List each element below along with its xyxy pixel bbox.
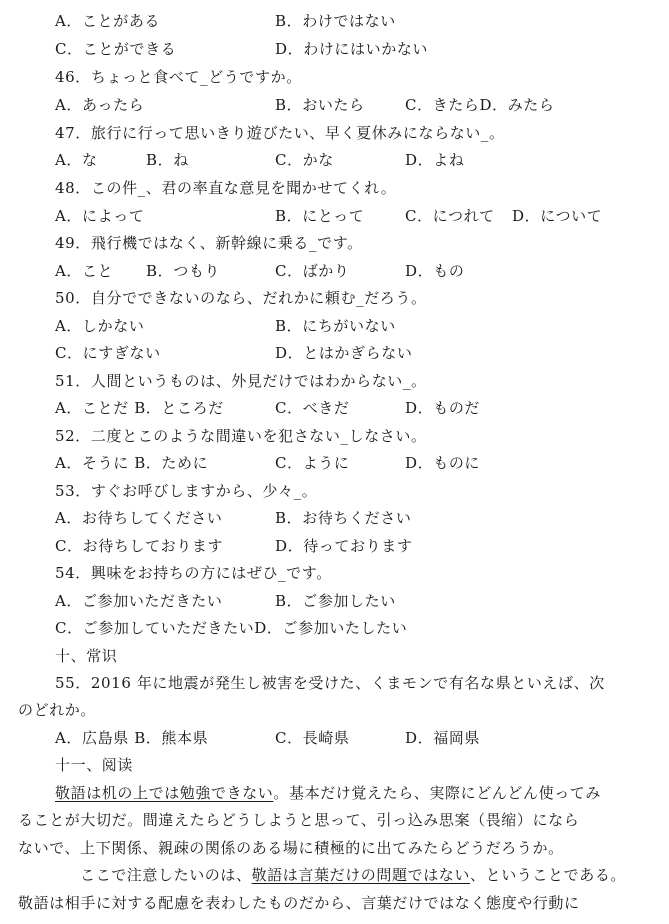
- q45-option-a: A．ことがある: [55, 12, 161, 30]
- reading-line-1: [55, 786, 601, 801]
- q54-option-b: B．ご参加したい: [275, 592, 396, 610]
- q51-option-d: D．ものだ: [405, 399, 481, 417]
- q45-option-b: B．わけではない: [275, 12, 396, 30]
- q53-option-d: D．待っております: [275, 537, 413, 555]
- q50-stem: 50．自分でできないのなら、だれかに頼む_だろう。: [55, 289, 427, 307]
- reading-line-4-a: ここで注意したいのは、: [80, 866, 252, 884]
- reading-line-2: ることが大切だ。間違えたらどうしようと思って、引っ込み思案（畏缩）になら: [18, 811, 580, 829]
- q54-option-a: A．ご参加いただきたい: [55, 592, 223, 610]
- q48-option-c: C．につれて: [405, 207, 495, 225]
- q53-option-b: B．お待ちください: [275, 509, 412, 527]
- q53-option-a: A．お待ちしてください: [55, 509, 223, 527]
- q54-option-cd: C．ご参加していただきたいD．ご参加いたしたい: [55, 619, 408, 637]
- q47-option-b: B．ね: [146, 151, 189, 169]
- q54-stem: 54．興味をお持ちの方にはぜひ_です。: [55, 564, 332, 582]
- q49-option-b: B．つもり: [146, 262, 221, 280]
- q46-option-a: A．あったら: [55, 96, 145, 114]
- q47-stem: 47．旅行に行って思いきり遊びたい、早く夏休みにならない_。: [55, 124, 505, 142]
- q51-option-ab: A．ことだ B．ところだ: [55, 399, 224, 417]
- q52-stem: 52．二度とこのような間違いを犯さない_しなさい。: [55, 427, 427, 445]
- section-heading-reading: 十一、阅读: [55, 756, 134, 774]
- q49-option-a: A．こと: [55, 262, 114, 280]
- q50-option-b: B．にちがいない: [275, 317, 396, 335]
- q49-option-c: C．ばかり: [275, 262, 350, 280]
- q51-option-c: C．べきだ: [275, 399, 350, 417]
- reading-line-3: ないで、上下関係、親疎の関係のある場に積極的に出てみたらどうだろうか。: [18, 839, 564, 857]
- q48-option-a: A．によって: [55, 207, 145, 225]
- q45-option-d: D．わけにはいかない: [275, 40, 429, 58]
- q55-stem-line1: 55．2016 年に地震が発生し被害を受けた、くまモンで有名な県といえば、次: [55, 674, 605, 692]
- q55-stem-line2: のどれか。: [18, 701, 97, 719]
- q52-option-ab: A．そうに B．ために: [55, 454, 209, 472]
- q49-stem: 49．飛行機ではなく、新幹線に乗る_です。: [55, 234, 363, 252]
- q49-option-d: D．もの: [405, 262, 465, 280]
- reading-underlined-phrase-2: 敬語は言葉だけの問題ではない: [251, 866, 471, 884]
- q53-stem: 53．すぐお呼びしますから、少々_。: [55, 482, 318, 500]
- reading-line-5: 敬語は相手に対する配慮を表わしたものだから、言葉だけではなく態度や行動に: [18, 894, 580, 912]
- q53-option-c: C．お待ちしております: [55, 537, 224, 555]
- q51-stem: 51．人間というものは、外見だけではわからない_。: [55, 372, 427, 390]
- q47-option-c: C．かな: [275, 151, 334, 169]
- q55-option-ab: A．広島県 B．熊本県: [55, 729, 209, 747]
- q45-option-c: C．ことができる: [55, 40, 177, 58]
- reading-line-1-rest: 。基本だけ覚えたら、実際にどんどん使ってみ: [273, 784, 602, 802]
- section-heading-common-sense: 十、常识: [55, 647, 118, 665]
- q52-option-c: C．ように: [275, 454, 350, 472]
- q46-option-b: B．おいたら: [275, 96, 365, 114]
- q52-option-d: D．ものに: [405, 454, 481, 472]
- q50-option-a: A．しかない: [55, 317, 145, 335]
- reading-line-4-b: 、ということである。: [470, 866, 627, 884]
- q46-stem: 46．ちょっと食べて_どうですか。: [55, 68, 302, 86]
- reading-underlined-phrase-1: 敬語は机の上では勉強できない: [55, 784, 274, 802]
- q55-option-d: D．福岡県: [405, 729, 481, 747]
- q48-option-b: B．にとって: [275, 207, 365, 225]
- reading-line-4: [80, 868, 626, 883]
- q50-option-c: C．にすぎない: [55, 344, 161, 362]
- q46-option-cd: C．きたらD．みたら: [405, 96, 555, 114]
- q55-option-c: C．長崎県: [275, 729, 350, 747]
- q47-option-d: D．よね: [405, 151, 465, 169]
- q47-option-a: A．な: [55, 151, 98, 169]
- q50-option-d: D．とはかぎらない: [275, 344, 413, 362]
- q48-stem: 48．この件_、君の率直な意見を聞かせてくれ。: [55, 179, 397, 197]
- q48-option-d: D．について: [512, 207, 603, 225]
